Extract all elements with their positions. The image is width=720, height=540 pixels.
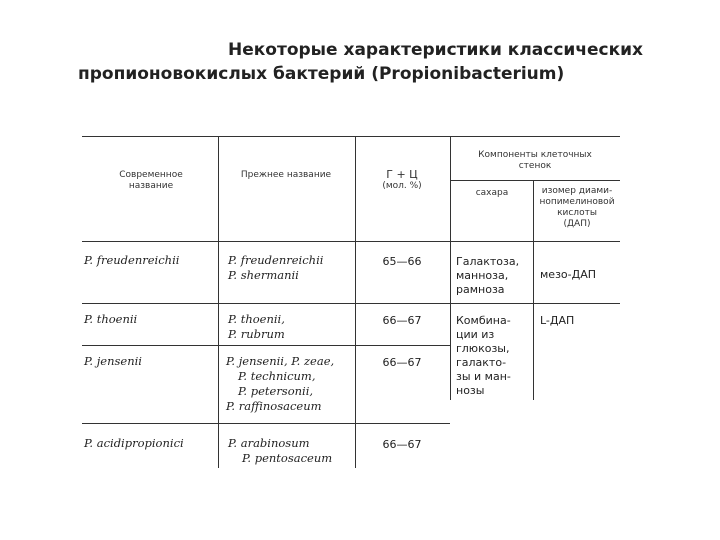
row1-sugars [456,255,519,297]
header-dap-line-3: кислоты [557,208,597,218]
header-sugars-text: сахара [475,188,509,198]
row2-gc [358,314,446,328]
row4-current-name [84,436,184,451]
row2-dap [540,314,574,328]
col-rule-2 [355,136,356,468]
row3-former-line-4: P. raffinosaceum [226,399,322,413]
row4-former-line-2: P. pentosaceum [242,451,333,465]
cell-wall-subheader-rule [450,180,620,181]
row1-former-line-2: P. shermanii [228,268,299,282]
row1-former-line-1: P. freudenreichii [228,253,324,267]
title-line-1: Некоторые характеристики классических [228,40,644,60]
row2-sugars-line-2: ции из [456,328,495,341]
table-top-rule [82,136,620,137]
row1-current-name [84,253,179,268]
row2-current-text: P. thoenii [84,312,138,326]
row3-former-line-3: P. petersonii, [238,384,314,398]
title-line-2: пропионовокислых бактерий (Propionibacterium) [78,64,565,84]
header-gc [358,168,446,192]
header-former-name-text: Прежнее название [240,170,332,180]
row3-current-text: P. jensenii [84,354,142,368]
row4-current-text: P. acidipropionici [84,436,184,450]
row4-former-line-1: P. arabinosum [228,436,310,450]
header-current-name [90,170,212,192]
header-bottom-rule [82,241,620,242]
row4-gc [358,438,446,452]
header-gc-line-2: (мол. %) [382,181,422,191]
row1-sugars-line-2: манноза, [456,269,509,282]
header-dap-line-1: изомер диами- [541,186,613,196]
row1-current-text: P. freudenreichii [84,253,180,267]
row1-sugars-line-3: рамноза [456,283,505,296]
row3-former-line-2: P. technicum, [238,369,316,383]
row2-sugars-line-1: Комбина- [456,314,511,327]
row2-sugars [456,314,511,398]
row2-sugars-line-3: глюкозы, [456,342,510,355]
row2-gc-text: 66—67 [382,314,422,327]
row2-sugars-line-5: зы и ман- [456,370,511,383]
row-rule-3 [82,423,450,424]
row1-gc [358,255,446,269]
row4-former-name [228,436,332,466]
header-current-name-line-2: название [128,181,174,191]
header-dap [535,186,619,230]
col-rule-1 [218,136,219,468]
row3-gc [358,356,446,370]
row1-sugars-line-1: Галактоза, [456,255,520,268]
col-rule-4 [533,180,534,400]
row2-former-line-1: P. thoenii, [228,312,285,326]
row2-dap-text: L-ДАП [540,314,575,327]
header-former-name [222,170,350,181]
row3-former-line-1: P. jensenii, P. zeae, [226,354,335,368]
row1-former-name [228,253,323,283]
row3-former-name [226,354,334,414]
row3-gc-text: 66—67 [382,356,422,369]
row2-former-name [228,312,285,342]
col-rule-3 [450,136,451,400]
header-cell-wall-line-2: стенок [518,161,552,171]
row1-gc-text: 65—66 [382,255,422,268]
header-cell-wall-line-1: Компоненты клеточных [478,150,592,160]
header-current-name-line-1: Современное [119,170,183,180]
row1-dap [540,268,596,282]
row4-gc-text: 66—67 [382,438,422,451]
row-rule-2 [82,345,450,346]
row3-current-name [84,354,142,369]
header-dap-line-4: (ДАП) [563,219,591,229]
row1-dap-text: мезо-ДАП [540,268,597,281]
page-title [78,38,698,86]
header-sugars [452,188,532,199]
row2-current-name [84,312,137,327]
row2-former-line-2: P. rubrum [228,327,285,341]
header-dap-line-2: нопимелиновой [539,197,615,207]
row-rule-1 [82,303,620,304]
header-cell-wall [452,150,618,172]
row2-sugars-line-4: галакто- [456,356,507,369]
header-gc-line-1: Г + Ц [386,168,418,181]
row2-sugars-line-6: нозы [456,384,485,397]
